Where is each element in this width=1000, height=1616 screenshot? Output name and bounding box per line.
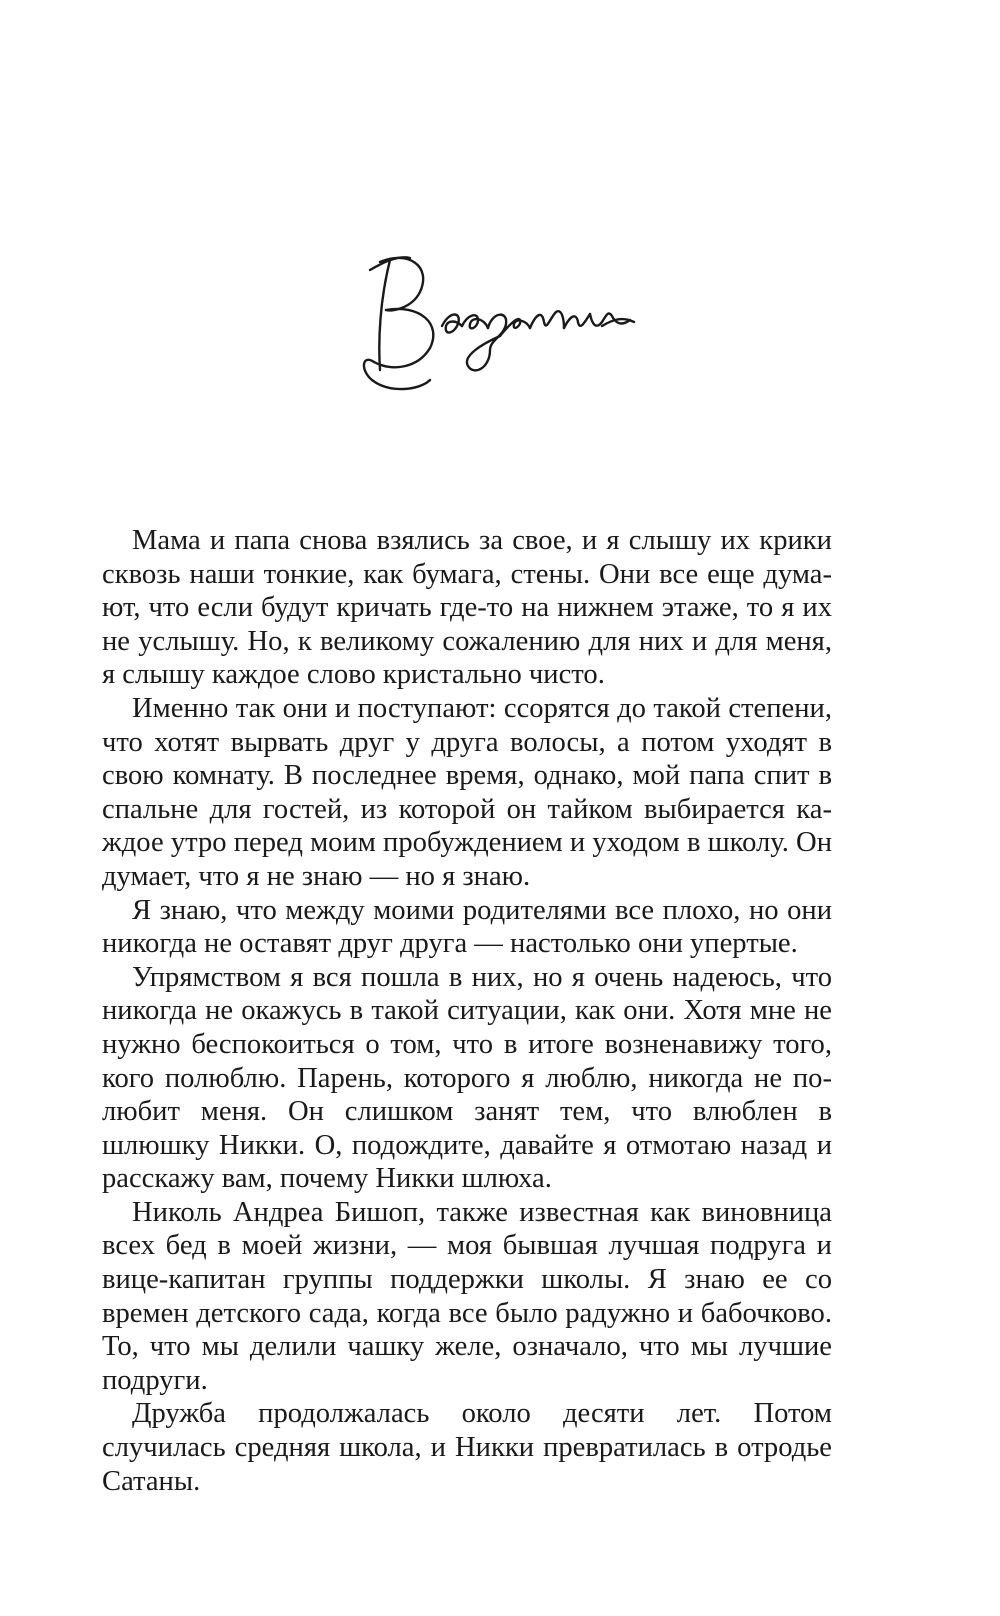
chapter-heading [0, 240, 1000, 410]
paragraph: Дружба продолжалась около десяти лет. Потом случилась средняя школа, и Никки превратилась в отродье Сатаны. [102, 1398, 832, 1497]
paragraph: Упрямством я вся пошла в них, но я очень надеюсь, что никогда не окажусь в такой ситуации, как они. Хотя мне не нужно беспокоиться о том, что в итоге возненавижу того, кого полюблю. Парень, которого я люблю, никогда не полюбит меня. Он слишком занят тем, что влюблен в шлюшку Никки. О, подождите, давайте я отмотаю назад и расскажу вам, почему Никки шлюха. [102, 961, 832, 1195]
chapter-body [102, 524, 832, 1498]
paragraph: Я знаю, что между моими родителями все плохо, но они никогда не оставят друг друга — настолько они упертые. [102, 894, 832, 960]
paragraph: Мама и папа снова взялись за свое, и я слышу их крики сквозь наши тонкие, как бумага, стены. Они все еще думают, что если будут кричать где-то на нижнем этаже, то я их не услышу. Но, к великому сожалению для них и для меня, я слышу каждое слово кристально чисто. [102, 525, 832, 691]
paragraph: Именно так они и поступают: ссорятся до такой степени, что хотят вырвать друг у друга волосы, а потом уходят в свою комнату. В последнее время, однако, мой папа спит в спальне для гостей, из которой он тайком выбирается каждое утро перед моим пробуждением и уходом в школу. Он думает, что я не знаю — но я знаю. [102, 692, 832, 892]
chapter-title-script [350, 240, 650, 410]
paragraph: Николь Андреа Бишоп, также известная как виновница всех бед в моей жизни, — моя бывшая лучшая подруга и вице-капитан группы поддержки школы. Я знаю ее со времен детского сада, когда все было радужно и бабочково. То, что мы делили чашку желе, означало, что мы лучшие подруги. [102, 1196, 832, 1396]
